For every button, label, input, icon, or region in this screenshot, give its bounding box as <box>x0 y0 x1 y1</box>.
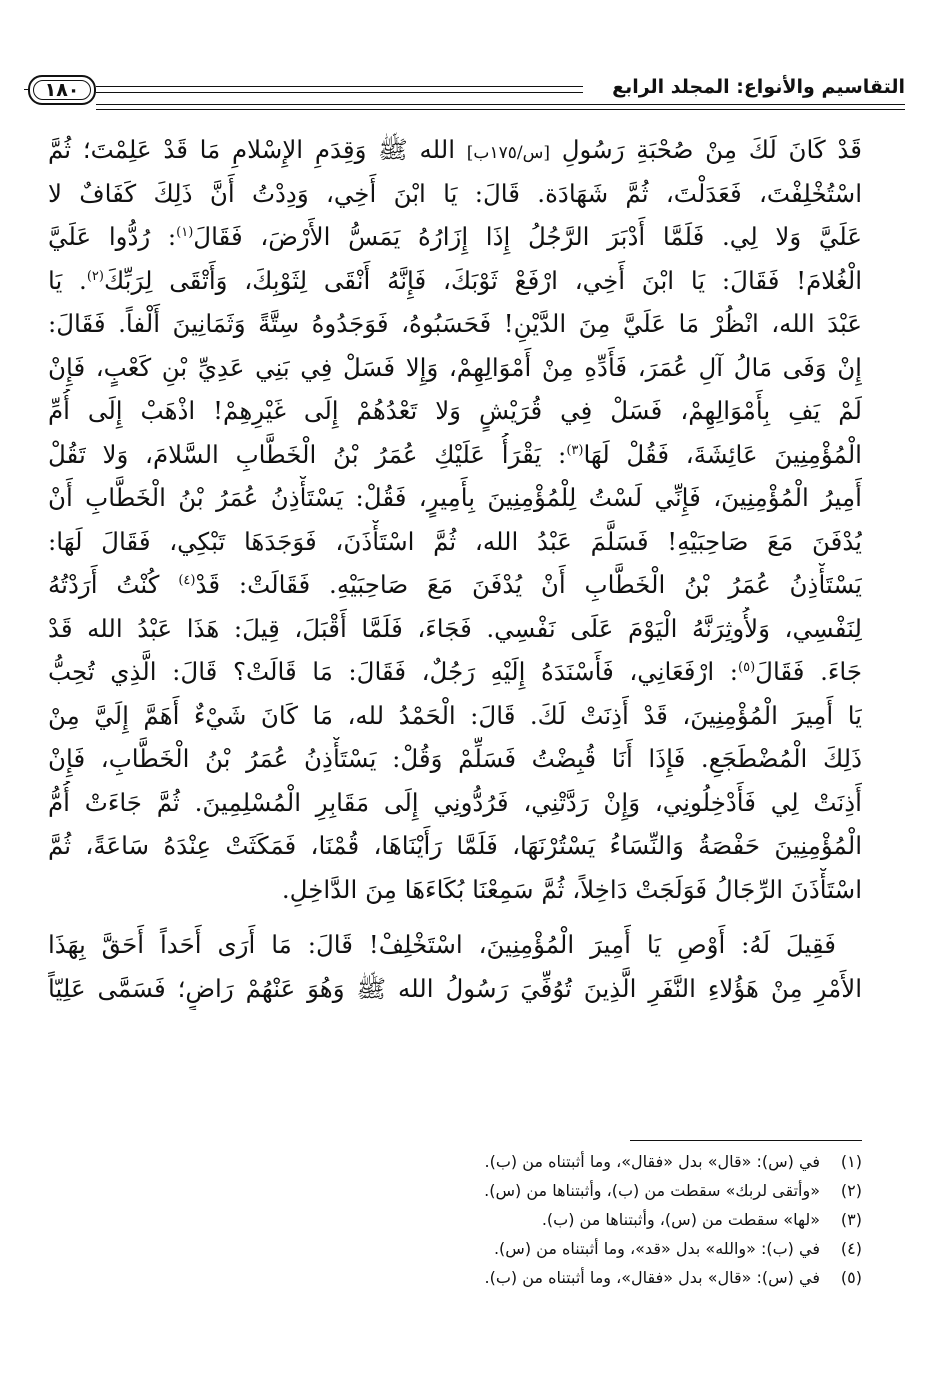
footnote-number: (٣) <box>840 1210 862 1229</box>
text-line <box>48 607 862 651</box>
text-segment: اسْتَأْذَنَ الرِّجَالُ فَوَلَجَتْ دَاخِلاً، ثُمَّ سَمِعْنَا بُكَاءَهَا مِنَ الدَّاخِلِ. <box>281 874 862 904</box>
text-line <box>48 563 862 607</box>
running-title: التقاسيم والأنواع: المجلد الرابع <box>612 76 905 98</box>
header-rule-top <box>96 86 583 87</box>
text-segment: . يَا <box>48 265 87 295</box>
footnotes <box>200 1147 862 1292</box>
text-segment: قَدْ كَانَ لَكَ مِنْ صُحْبَةِ رَسُولِ <box>549 135 862 164</box>
paragraph-2 <box>48 923 862 1010</box>
text-segment: : رُدُّوا عَلَيَّ <box>48 222 177 251</box>
text-segment: أَمِيرُ الْمُؤْمِنِينَ، فَإِنِّي لَسْتُ لِلْمُؤْمِنِينَ بِأَمِيرٍ، فَقُلْ: يَسْتَأْذِنُ عُمَرُ بْنُ الْخَطَّابِ أَنْ <box>48 483 862 512</box>
text-line <box>48 476 862 520</box>
text-segment: يُدْفَنَ مَعَ صَاحِبَيْهِ! فَسَلَّمَ عَبْدُ الله، ثُمَّ اسْتَأْذَنَ، فَوَجَدَهَا تَبْكِي، فَقَالَ لَهَا: <box>48 526 862 556</box>
paragraph-1 <box>48 128 862 911</box>
text-line <box>48 868 862 912</box>
text-line <box>48 259 862 303</box>
text-segment: : ارْفَعَانِي، فَأَسْنَدَهُ إِلَيْهِ رَجُلٌ، فَقَالَ: مَا قَالَتْ؟ قَالَ: الَّذِي تُحِبُّ <box>48 657 738 686</box>
footnote-number: (٤) <box>840 1239 862 1258</box>
text-line <box>48 215 862 259</box>
text-line <box>48 824 862 868</box>
text-line <box>48 737 862 781</box>
footnote-marker: (٥) <box>738 660 756 675</box>
text-line <box>48 781 862 825</box>
text-segment: الْمُؤْمِنِينَ حَفْصَةُ وَالنِّسَاءُ يَسْتُرْنَهَا، فَلَمَّا رَأَيْنَاهَا، قُمْنَا، فَمَكَثَتْ عِنْدَهُ سَاعَةً، ثُمَّ <box>48 831 862 860</box>
text-line <box>48 128 862 172</box>
page-number-frame <box>28 75 96 105</box>
text-line <box>48 923 862 967</box>
header-rule-left <box>24 89 28 90</box>
footnote <box>200 1147 862 1176</box>
text-line <box>48 433 862 477</box>
footnote-marker: (٣) <box>566 442 584 458</box>
footnote <box>200 1176 862 1205</box>
header-rule-base <box>96 109 905 110</box>
text-line <box>48 694 862 738</box>
text-segment: جَاءَ. فَقَالَ <box>755 657 862 686</box>
header-rule-bottom <box>96 104 905 105</box>
text-segment: الأَمْرِ مِنْ هَؤُلاءِ النَّفَرِ الَّذِينَ تُوُفِّيَ رَسُولُ الله ﷺ وَهُوَ عَنْهُمْ رَاضٍ؛ فَسَمَّى عَلِيّاً <box>48 973 862 1003</box>
text-segment: : يَقْرَأُ عَلَيْكِ عُمَرُ بْنُ الْخَطَّابِ السَّلامَ، وَلا تَقُلْ <box>48 439 567 469</box>
text-segment: عَبْدَ الله، انْظُرْ مَا عَلَيَّ مِنَ الدَّيْنِ! فَحَسَبُوهُ، فَوَجَدُوهُ سِتَّةً وَثَمَانِينَ أَلْفاً. فَقَالَ: <box>48 309 862 338</box>
text-line <box>48 389 862 433</box>
footnote-text: «وأتقى لربك» سقطت من (ب)، وأثبتناها من (س). <box>484 1181 820 1200</box>
footnote-text: «لها» سقطت من (س)، وأثبتناها من (ب). <box>541 1210 820 1229</box>
text-line <box>48 346 862 390</box>
text-segment: أَذِنَتْ لِي فَأَدْخِلُونِي، وَإِنْ رَدَّتْنِي، فَرُدُّونِي إِلَى مَقَابِرِ الْمُسْلِمِينَ. ثُمَّ جَاءَتْ أُمُّ <box>48 787 862 817</box>
text-segment: لَمْ يَفِ بِأَمْوَالِهِمْ، فَسَلْ فِي قُرَيْشٍ وَلا تَعْدُهُمْ إِلَى غَيْرِهِمْ! اذْهَبْ إِلَى أُمِّ <box>48 396 862 425</box>
text-line <box>48 967 862 1011</box>
text-segment: فَقِيلَ لَهُ: أَوْصِ يَا أَمِيرَ الْمُؤْمِنِينَ، اسْتَخْلِفْ! قَالَ: مَا أَرَى أَحَداً أَحَقَّ بِهَذَا <box>48 930 836 959</box>
text-line <box>48 172 862 216</box>
footnote-number: (٢) <box>840 1181 862 1200</box>
footnote-marker: (١) <box>176 225 194 240</box>
footnote-number: (١) <box>840 1152 862 1171</box>
footnote-text: في (ب): «والله» بدل «قد»، وما أثبتناه من (س). <box>493 1239 820 1258</box>
text-segment: الله ﷺ وَقِدَمِ الإِسْلامِ مَا قَدْ عَلِمْتَ؛ ثُمَّ <box>48 135 467 164</box>
text-segment: يَا أَمِيرَ الْمُؤْمِنِينَ، قَدْ أَذِنَتْ لَكَ. قَالَ: الْحَمْدُ لله، مَا كَانَ شَيْءٌ أَهَمَّ إِلَيَّ مِنْ <box>48 700 862 730</box>
page-number: ١٨٠ <box>44 79 80 101</box>
text-segment: الْغُلامَ! فَقَالَ: يَا ابْنَ أَخِي، ارْفَعْ ثَوْبَكَ، فَإِنَّهُ أَنْقَى لِثَوْبِكَ، وَأَتْقَى لِرَبِّكَ <box>103 265 862 295</box>
text-segment: لِنَفْسِي، وَلأُوثِرَنَّهُ الْيَوْمَ عَلَى نَفْسِي. فَجَاءَ، فَلَمَّا أَقْبَلَ، قِيلَ: هَذَا عَبْدُ الله قَدْ <box>48 613 862 643</box>
text-line <box>48 302 862 346</box>
footnote-marker: (٢) <box>86 268 104 284</box>
footnote-text: في (س): «قال» بدل «فقال»، وما أثبتناه من (ب). <box>484 1152 820 1171</box>
footnote-separator <box>630 1140 862 1141</box>
text-segment: عَلَيَّ وَلا لِي. فَلَمَّا أَدْبَرَ الرَّجُلُ إِذَا إِزَارُهُ يَمَسُّ الأَرْضَ، فَقَالَ <box>193 222 862 251</box>
text-segment: اسْتُخْلِفْتَ، فَعَدَلْتَ، ثُمَّ شَهَادَة. قَالَ: يَا ابْنَ أَخِي، وَدِدْتُ أَنَّ ذَلِكَ كَفَافٌ لا <box>48 178 862 208</box>
page-header <box>28 74 905 120</box>
manuscript-reference: [س/١٧٥ب] <box>466 143 550 163</box>
text-segment: إِنْ وَفَى مَالُ آلِ عُمَرَ، فَأَدِّهِ مِنْ أَمْوَالِهِمْ، وَإِلا فَسَلْ فِي بَنِي عَدِيِّ بْنِ كَعْبٍ، فَإِنْ <box>48 352 862 382</box>
footnote-marker: (٤) <box>178 573 196 588</box>
main-text <box>48 128 862 1010</box>
header-rule-middle <box>96 92 583 93</box>
footnote-text: في (س): «قال» بدل «فقال»، وما أثبتناه من (ب). <box>484 1268 820 1287</box>
text-segment: ذَلِكَ الْمُضْطَجَعِ. فَإِذَا أَنَا قُبِضْتُ فَسَلِّمْ وَقُلْ: يَسْتَأْذِنُ عُمَرُ بْنُ الْخَطَّابِ، فَإِنْ <box>48 744 862 773</box>
text-segment: يَسْتَأْذِنُ عُمَرُ بْنُ الْخَطَّابِ أَنْ يُدْفَنَ مَعَ صَاحِبَيْهِ. فَقَالَتْ: قَدْ <box>195 570 862 599</box>
footnote <box>200 1234 862 1263</box>
text-segment: كُنْتُ أَرَدْتُهُ <box>48 570 179 599</box>
footnote-number: (٥) <box>840 1268 862 1287</box>
text-line <box>48 650 862 694</box>
footnote <box>200 1205 862 1234</box>
text-line <box>48 520 862 564</box>
footnote <box>200 1263 862 1292</box>
text-segment: الْمُؤْمِنِينَ عَائِشَةَ، فَقُلْ لَهَا <box>583 439 862 469</box>
